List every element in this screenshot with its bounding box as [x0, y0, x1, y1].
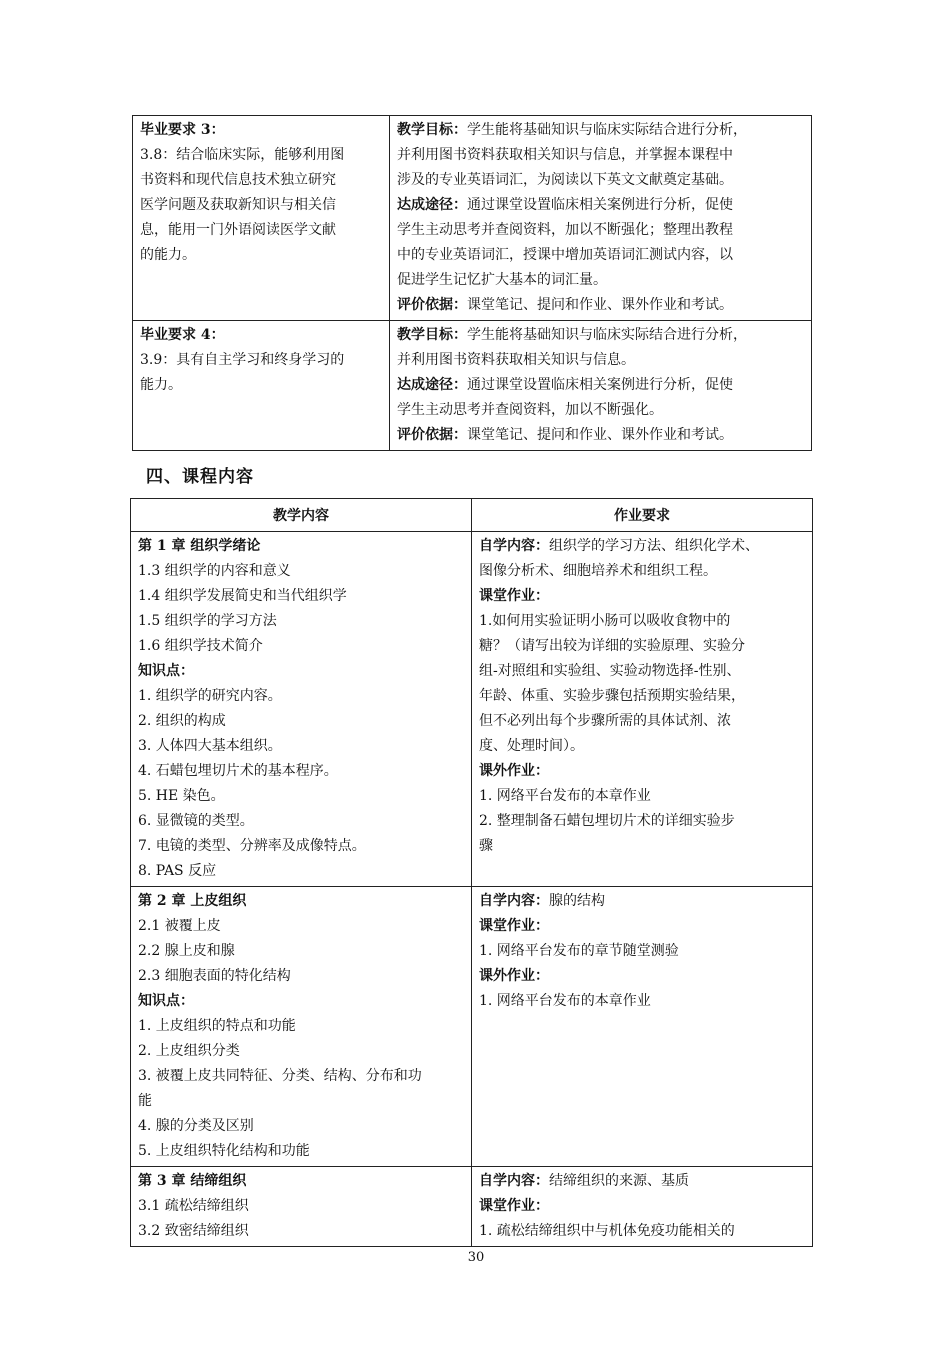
- content-line: 5. HE 染色。: [138, 788, 225, 804]
- evaluation-basis: [397, 293, 805, 318]
- assignment-heading: 课外作业：: [479, 968, 549, 984]
- objective-cell: [390, 321, 812, 451]
- evaluation-basis-text: 课堂笔记、提问和作业、课外作业和考试。: [467, 297, 733, 313]
- chapter-row: [131, 887, 813, 1167]
- evaluation-basis: [397, 423, 805, 448]
- content-line: 3.2 致密结缔组织: [138, 1223, 249, 1239]
- requirement-text-line: 医学问题及获取新知识与相关信: [140, 197, 336, 213]
- objective-cell: [390, 116, 812, 321]
- requirement-text-line: 能力。: [140, 377, 182, 393]
- content-line: 1.3 组织学的内容和意义: [138, 563, 291, 579]
- teaching-content-cell: [131, 1167, 472, 1247]
- self-study-text: 腺的结构: [549, 893, 605, 909]
- assignment-heading: 课外作业：: [479, 763, 549, 779]
- assignment-line: 组-对照组和实验组、实验动物选择-性别、: [479, 663, 741, 679]
- self-study-label: 自学内容：: [479, 1173, 549, 1189]
- requirement-text-line: 的能力。: [140, 247, 196, 263]
- section-title: 四、课程内容: [146, 467, 254, 487]
- teaching-content-cell: [131, 887, 472, 1167]
- content-line: 1. 上皮组织的特点和功能: [138, 1018, 296, 1034]
- teaching-goal-text: 学生能将基础知识与临床实际结合进行分析，: [467, 327, 747, 343]
- achievement-path-line: 学生主动思考并查阅资料，加以不断强化。: [397, 402, 663, 418]
- teaching-goal-label: 教学目标：: [397, 122, 467, 138]
- assignment-heading: 课堂作业：: [479, 1198, 549, 1214]
- requirement-row: [133, 116, 812, 321]
- knowledge-points-label: 知识点：: [138, 993, 194, 1009]
- assignment-line: 1. 网络平台发布的本章作业: [479, 993, 651, 1009]
- assignment-cell: [472, 532, 813, 887]
- assignment-line: 糖？（请写出较为详细的实验原理、实验分: [479, 638, 745, 654]
- teaching-goal-line: 并利用图书资料获取相关知识与信息。: [397, 352, 635, 368]
- achievement-path-line: 学生主动思考并查阅资料，加以不断强化；整理出教程: [397, 222, 733, 238]
- content-line: 5. 上皮组织特化结构和功能: [138, 1143, 310, 1159]
- assignment-cell: [472, 887, 813, 1167]
- self-study-text: 组织学的学习方法、组织化学术、: [549, 538, 759, 554]
- assignment-line: 图像分析术、细胞培养术和组织工程。: [479, 563, 717, 579]
- requirement-text-line: 息，能用一门外语阅读医学文献: [140, 222, 336, 238]
- achievement-path-text: 通过课堂设置临床相关案例进行分析，促使: [467, 197, 733, 213]
- requirement-cell: [133, 116, 390, 321]
- content-line: 4. 腺的分类及区别: [138, 1118, 254, 1134]
- assignment-line: 1. 网络平台发布的章节随堂测验: [479, 943, 679, 959]
- self-study: [479, 534, 806, 559]
- self-study: [479, 1169, 806, 1194]
- teaching-goal: [397, 118, 805, 143]
- requirement-label: 毕业要求 3：: [140, 122, 225, 138]
- requirement-cell: [133, 321, 390, 451]
- teaching-content-cell: [131, 532, 472, 887]
- content-line: 6. 显微镜的类型。: [138, 813, 254, 829]
- assignment-line: 1. 疏松结缔组织中与机体免疫功能相关的: [479, 1223, 735, 1239]
- assignment-line: 度、处理时间）。: [479, 738, 584, 754]
- assignment-line: 但不必列出每个步骤所需的具体试剂、浓: [479, 713, 731, 729]
- chapter-row: [131, 1167, 813, 1247]
- requirement-label: 毕业要求 4：: [140, 327, 225, 343]
- teaching-goal: [397, 323, 805, 348]
- content-line: 4. 石蜡包埋切片术的基本程序。: [138, 763, 338, 779]
- evaluation-basis-label: 评价依据：: [397, 297, 467, 313]
- content-line: 8. PAS 反应: [138, 863, 217, 879]
- chapter-title: 第 2 章 上皮组织: [138, 893, 247, 909]
- course-content-table: [130, 498, 813, 1247]
- teaching-goal-text: 学生能将基础知识与临床实际结合进行分析，: [467, 122, 747, 138]
- content-line: 2.2 腺上皮和腺: [138, 943, 235, 959]
- header-assignment-requirements: 作业要求: [472, 499, 813, 532]
- requirement-text-line: 3.9：具有自主学习和终身学习的: [140, 352, 345, 368]
- self-study-label: 自学内容：: [479, 893, 549, 909]
- achievement-path-text: 通过课堂设置临床相关案例进行分析，促使: [467, 377, 733, 393]
- assignment-line: 1. 网络平台发布的本章作业: [479, 788, 651, 804]
- content-line: 3. 被覆上皮共同特征、分类、结构、分布和功: [138, 1068, 422, 1084]
- self-study-label: 自学内容：: [479, 538, 549, 554]
- evaluation-basis-label: 评价依据：: [397, 427, 467, 443]
- self-study-text: 结缔组织的来源、基质: [549, 1173, 689, 1189]
- self-study: [479, 889, 806, 914]
- teaching-goal-line: 并利用图书资料获取相关知识与信息，并掌握本课程中: [397, 147, 733, 163]
- achievement-path: [397, 193, 805, 218]
- achievement-path-line: 促进学生记忆扩大基本的词汇量。: [397, 272, 607, 288]
- content-line: 7. 电镜的类型、分辨率及成像特点。: [138, 838, 366, 854]
- content-line: 2. 上皮组织分类: [138, 1043, 240, 1059]
- assignment-line: 年龄、体重、实验步骤包括预期实验结果，: [479, 688, 745, 704]
- content-line: 1.5 组织学的学习方法: [138, 613, 277, 629]
- content-line: 1.4 组织学发展简史和当代组织学: [138, 588, 347, 604]
- assignment-line: 1.如何用实验证明小肠可以吸收食物中的: [479, 613, 731, 629]
- requirement-row: [133, 321, 812, 451]
- requirement-text-line: 3.8：结合临床实际，能够利用图: [140, 147, 345, 163]
- assignment-heading: 课堂作业：: [479, 918, 549, 934]
- teaching-goal-line: 涉及的专业英语词汇，为阅读以下英文文献奠定基础。: [397, 172, 733, 188]
- assignment-heading: 课堂作业：: [479, 588, 549, 604]
- achievement-path-label: 达成途径：: [397, 377, 467, 393]
- page-number: 30: [467, 1250, 485, 1265]
- knowledge-points-label: 知识点：: [138, 663, 194, 679]
- assignment-line: 2. 整理制备石蜡包埋切片术的详细实验步: [479, 813, 735, 829]
- content-line: 2. 组织的构成: [138, 713, 226, 729]
- content-line: 能: [138, 1093, 152, 1109]
- assignment-line: 骤: [479, 838, 493, 854]
- content-table-header-row: [131, 499, 813, 532]
- content-line: 2.1 被覆上皮: [138, 918, 221, 934]
- chapter-title: 第 1 章 组织学绪论: [138, 538, 261, 554]
- header-teaching-content: 教学内容: [131, 499, 472, 532]
- achievement-path: [397, 373, 805, 398]
- chapter-title: 第 3 章 结缔组织: [138, 1173, 247, 1189]
- content-line: 2.3 细胞表面的特化结构: [138, 968, 291, 984]
- content-line: 1. 组织学的研究内容。: [138, 688, 282, 704]
- content-line: 3. 人体四大基本组织。: [138, 738, 282, 754]
- assignment-cell: [472, 1167, 813, 1247]
- chapter-row: [131, 532, 813, 887]
- requirement-text-line: 书资料和现代信息技术独立研究: [140, 172, 336, 188]
- teaching-goal-label: 教学目标：: [397, 327, 467, 343]
- content-line: 3.1 疏松结缔组织: [138, 1198, 249, 1214]
- achievement-path-label: 达成途径：: [397, 197, 467, 213]
- achievement-path-line: 中的专业英语词汇，授课中增加英语词汇测试内容，以: [397, 247, 733, 263]
- content-line: 1.6 组织学技术简介: [138, 638, 263, 654]
- graduation-requirements-table: [132, 115, 812, 451]
- evaluation-basis-text: 课堂笔记、提问和作业、课外作业和考试。: [467, 427, 733, 443]
